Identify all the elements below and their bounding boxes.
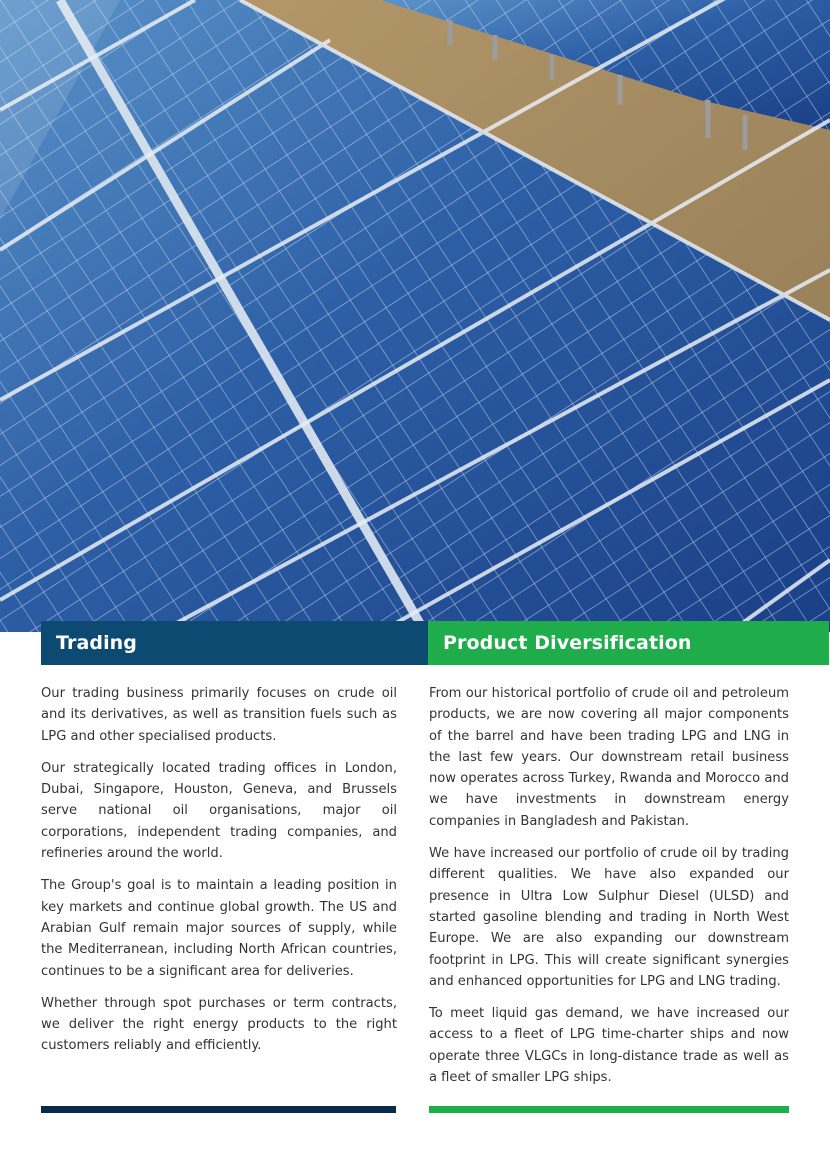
trading-paragraph-1: Our trading business primarily focuses on crude oil and its derivatives, as well as transition fuels such as LPG and other specialised products. [41,686,397,744]
trading-title: Trading [56,632,138,654]
diversification-paragraph-2: We have increased our portfolio of crude oil by trading different qualities. We have also expanded our presence in Ultra Low Sulphur Diesel (ULSD) and started gasoline blending and trading in North West Europe. We are also expanding our downstream footprint in LPG. This will create significant synergies and enhanced opportunities for LPG and LNG trading. [429,846,789,989]
diversification-paragraph-1: From our historical portfolio of crude oil and petroleum products, we are now covering all major components of the barrel and have been trading LPG and LNG in the last few years. Our downstream retail business now operates across Turkey, Rwanda and Morocco and we have investments in downstream energy companies in Bangladesh and Pakistan. [429,686,789,829]
trading-paragraph-3: The Group's goal is to maintain a leading position in key markets and continue global growth. The US and Arabian Gulf remain major sources of supply, while the Mediterranean, including North African countries, continues to be a significant area for deliveries. [41,878,397,979]
trading-paragraph-2: Our strategically located trading offices in London, Dubai, Singapore, Houston, Geneva, and Brussels serve national oil organisations, major oil corporations, independent trading companies, and refineries around the world. [41,760,397,862]
diversification-paragraph-3: To meet liquid gas demand, we have increased our access to a fleet of LPG time-charter ships and now operate three VLGCs in long-distance trade as well as a fleet of smaller LPG ships. [429,1006,789,1086]
trading-bottom-rule [41,1106,396,1113]
trading-header-bar [41,621,428,665]
product-diversification-title: Product Diversification [443,632,692,654]
product-diversification-column [429,683,789,1099]
product-diversification-header-bar [428,621,829,665]
trading-column [41,683,397,1068]
diversification-bottom-rule [429,1106,789,1113]
trading-paragraph-4: Whether through spot purchases or term contracts, we deliver the right energy products to the right customers reliably and efficiently. [41,995,397,1054]
